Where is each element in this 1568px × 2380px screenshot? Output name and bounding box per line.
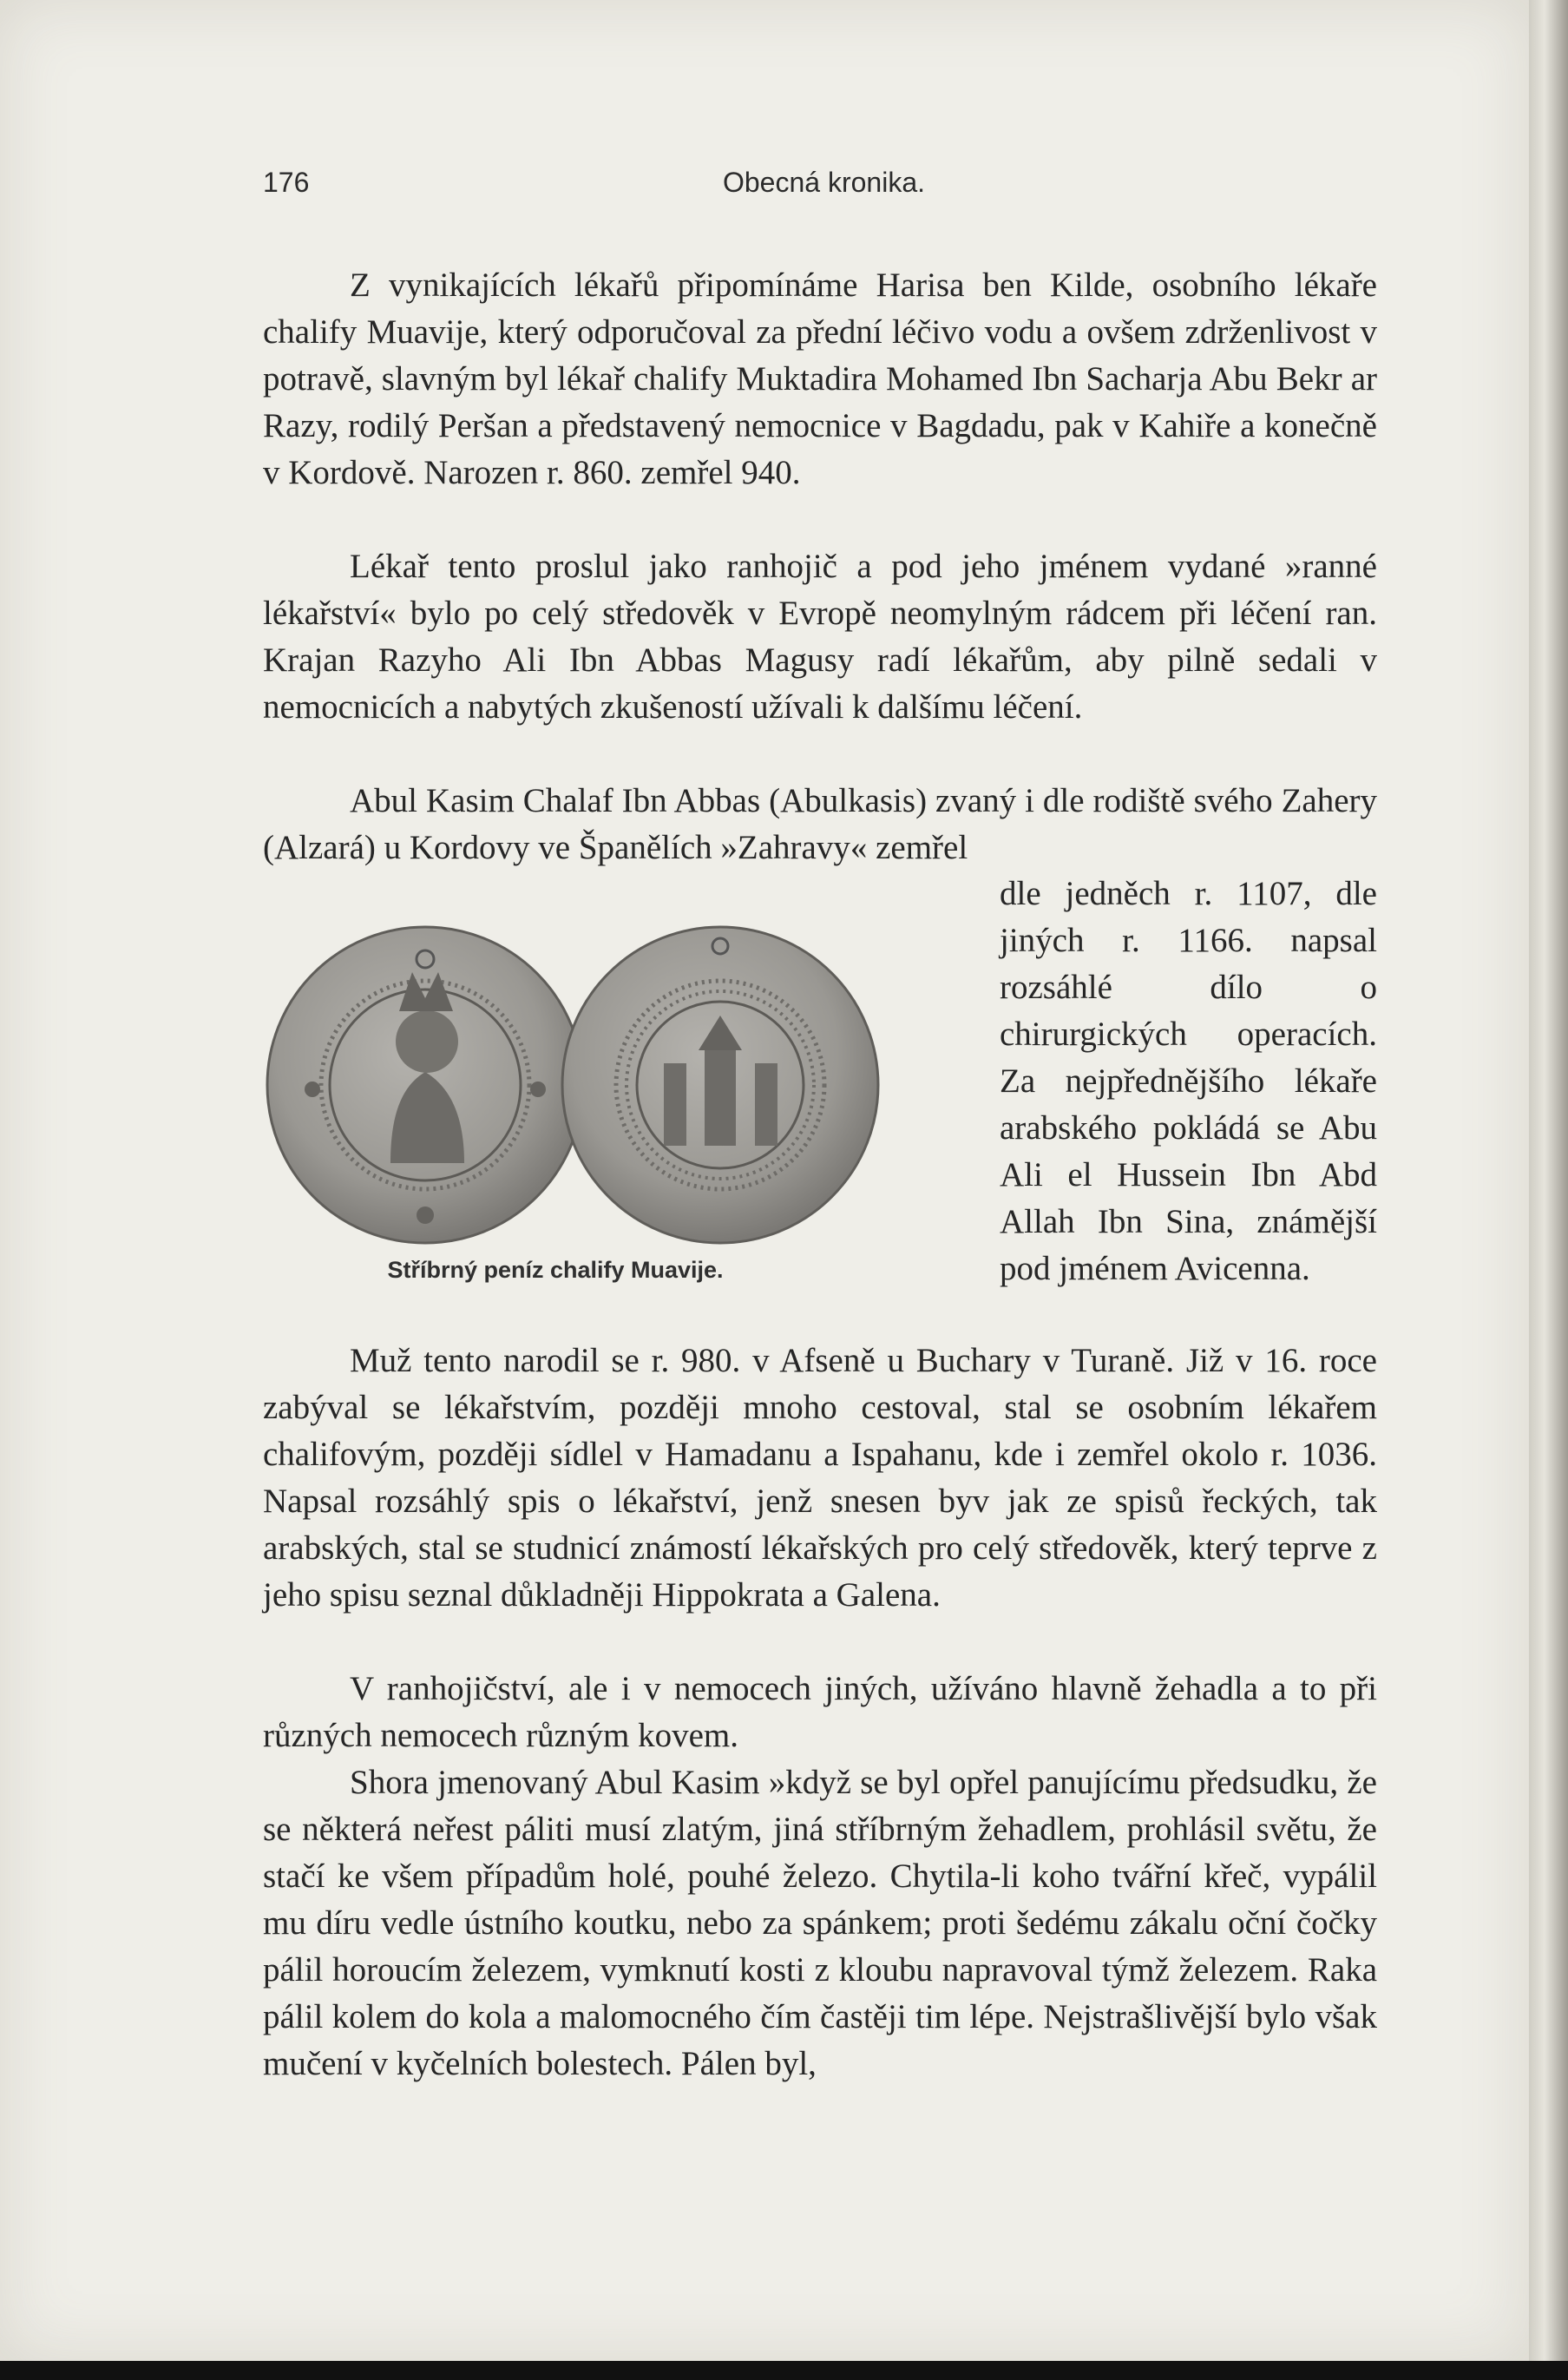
coin-obverse (267, 927, 583, 1243)
coin-reverse (562, 927, 878, 1243)
page-number: 176 (263, 167, 310, 198)
paragraph-7: Shora jmenovaný Abul Kasim »když se byl opřel panujícímu předsudku, že se některá neřest páliti musí zlatým, jiná stříbrným žehadlem, prohlásil světu, že stačí ke všem případům holé, pouhé železo. Chytila-li koho tvářní křeč, vypálil mu díru vedle ústního koutku, nebo za spánkem; proti šedému zákalu oční čočky pálil horoucím železem, vymknutí kosti z kloubu napravoval týmž železem. Raka pálil kolem do kola a malomocného čím častěji tim lépe. Nejstrašlivější bylo však mučení v kyčelních bolestech. Pálen byl, (263, 1764, 1377, 2082)
page-edge-shadow (1529, 0, 1568, 2380)
running-head (263, 167, 1385, 207)
coin-figure (260, 911, 946, 1311)
paragraph-1: Z vynikajících lékařů připomínáme Harisa ben Kilde, osobního lékaře chalify Muavije, který odporučoval za přední léčivo vodu a ovšem zdrženlivost v potravě, slavným byl lékař chalify Muktadira Mohamed Ibn Sacharja Abu Bekr ar Razy, rodilý Peršan a představený nemocnice v Bagdadu, pak v Kahiře a konečně v Kordově. Narozen r. 860. zemřel 940. (263, 266, 1377, 491)
coin-illustration (260, 911, 946, 1259)
paragraph-2: Lékař tento proslul jako ranhojič a pod jeho jménem vydané »ranné lékařství« bylo po celý středověk v Evropě neomylným rádcem při léčení ran. Krajan Razyho Ali Ibn Abbas Magusy radí lékařům, aby pilně sedali v nemocnicích a nabytých zkušeností užívali k dalšímu léčení. (263, 548, 1377, 726)
paragraph-5: Muž tento narodil se r. 980. v Afseně u Buchary v Turaně. Již v 16. roce zabýval se lékařstvím, později mnoho cestoval, stal se osobním lékařem chalifovým, později sídlel v Hamadanu a Ispahanu, kde i zemřel okolo r. 1036. Napsal rozsáhlý spis o lékařství, jenž snesen byv jak ze spisů řeckých, tak arabských, stal se studnicí známostí lékařských pro celý středověk, který teprve z jeho spisu seznal důkladněji Hippokrata a Galena. (263, 1342, 1377, 1614)
paragraph-3: Abul Kasim Chalaf Ibn Abbas (Abulkasis) zvaný i dle rodiště svého Zahery (Alzará) u Kordovy ve Španělích »Zahravy« zemřel (263, 782, 1377, 866)
scan-bottom-border (0, 2361, 1568, 2380)
figure-caption: Stříbrný peníz chalify Muavije. (387, 1257, 724, 1283)
running-title: Obecná kronika. (722, 167, 925, 198)
paragraph-6: V ranhojičství, ale i v nemocech jiných, užíváno hlavně žehadla a to při různých nemocech různým kovem. (263, 1670, 1377, 1754)
paragraph-4-beside-figure: dle jedněch r. 1107, dle jiných r. 1166. napsal rozsáhlé dílo o chirurgických operacích. Za nejpřednějšího lékaře arabského pokládá se Abu Ali el Hussein Ibn Abd Allah Ibn Sina, známější pod jménem Avicenna. (1000, 875, 1377, 1287)
